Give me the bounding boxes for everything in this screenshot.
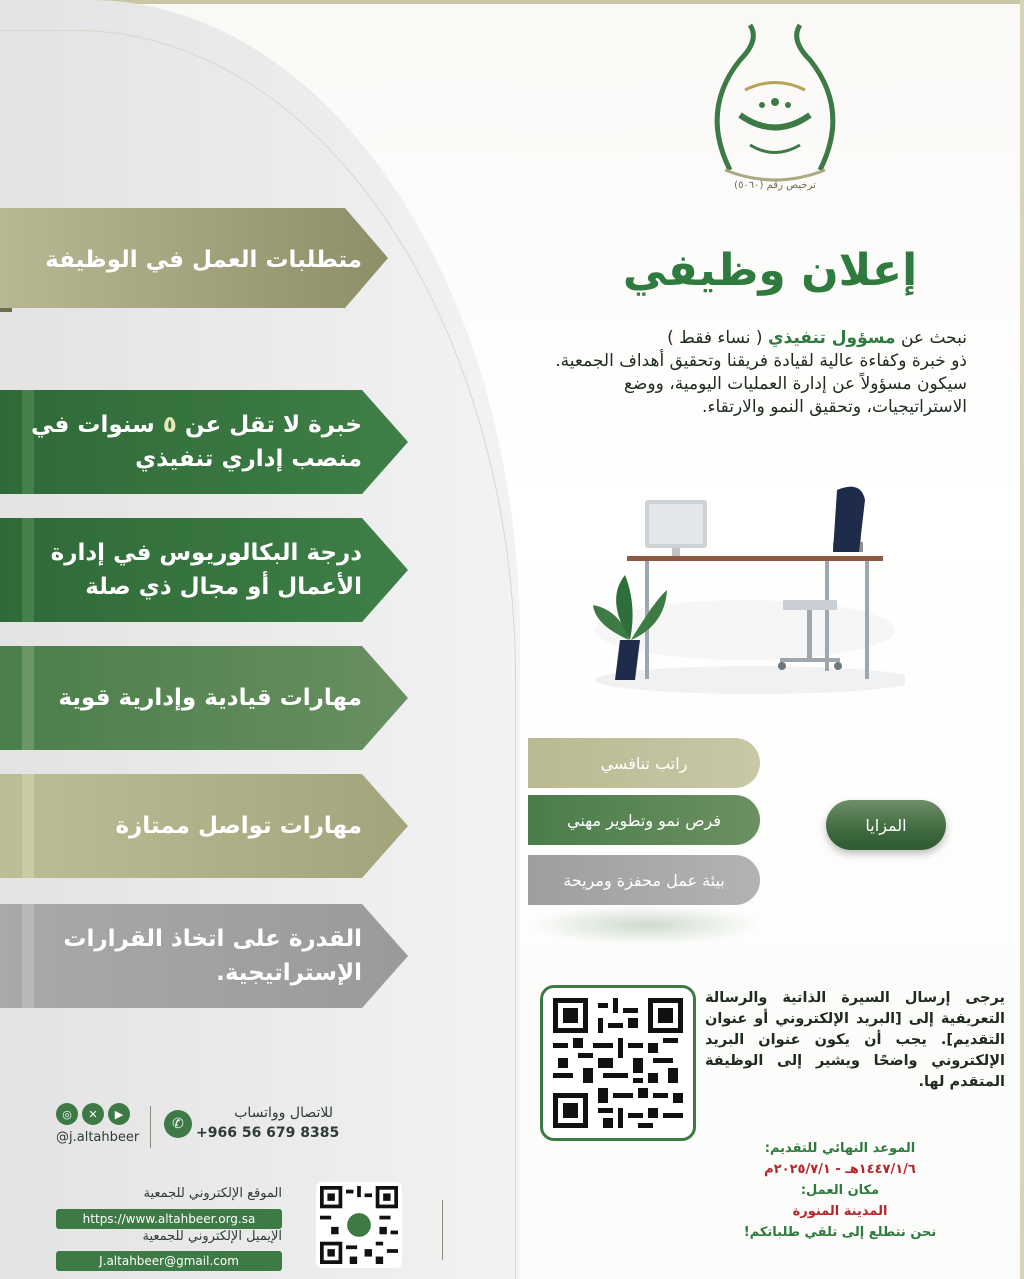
requirement-item [0,904,410,1008]
advantage-item: فرص نمو وتطوير مهني [528,795,760,845]
right-border [1020,0,1024,1279]
desk-icon [575,480,905,700]
req-1-number: ٥ [162,412,177,438]
job-intro [555,327,967,419]
apply-instructions: يرجى إرسال السيرة الذاتية والرسالة التعريفية إلى [البريد الإلكتروني أو عنوان التقديم]. يجب أن يكون عنوان البريد الإلكتروني واضحًا ويشير إلى الوظيفة المتقدم لها. [705,990,1005,1090]
req-1-text-a: خبرة لا تقل عن [184,412,362,438]
requirements-title-ribbon [0,208,410,312]
license-number: ترخيص رقم (٥٠٦٠) [734,180,816,191]
requirement-item [0,518,410,622]
requirement-text: درجة البكالوريوس في إدارة الأعمال أو مجال ذي صلة [50,540,362,600]
social-links [56,1103,130,1125]
job-role: مسؤول تنفيذي [767,328,896,348]
phone-number[interactable]: +966 56 679 8385 [196,1125,340,1141]
call-label: للاتصال وواتساب [234,1105,333,1121]
social-handle: @j.altahbeer [56,1130,140,1145]
req-1-text-b: سنوات في منصب إداري تنفيذي [31,412,362,472]
requirements-title: متطلبات العمل في الوظيفة [45,247,362,273]
requirement-text [30,390,362,494]
apply-qr-code[interactable] [540,985,696,1141]
job-note: ( نساء فقط ) [667,328,763,348]
website-link[interactable]: https://www.altahbeer.org.sa [56,1209,282,1229]
email-link[interactable]: J.altahbeer@gmail.com [56,1251,282,1271]
office-desk-illustration [575,480,905,700]
x-icon[interactable]: ✕ [82,1103,104,1125]
divider [442,1200,443,1260]
location-label: مكان العمل: [800,1183,880,1198]
phone-icon[interactable]: ✆ [164,1110,192,1138]
divider [150,1106,151,1148]
deadline-label: الموعد النهائي للتقديم: [764,1141,916,1156]
top-border [0,0,1024,4]
deadline-value: ١٤٤٧/١/٦هـ - ٢٠٢٥/٧/١م [764,1162,916,1177]
closing-note: نحن نتطلع إلى تلقي طلباتكم! [743,1225,937,1240]
website-label: الموقع الإلكتروني للجمعية [143,1186,282,1201]
requirement-text: مهارات قيادية وإدارية قوية [58,685,362,711]
logo-emblem-icon [690,20,860,190]
intro-line-3: سيكون مسؤولاً عن إدارة العمليات اليومية، ووضع الاستراتيجيات، وتحقيق النمو والارتقاء. [623,374,967,417]
requirement-item [0,390,410,494]
website-qr-code[interactable] [316,1182,402,1268]
page-title: إعلان وظيفي [622,245,918,296]
requirement-item [0,774,410,878]
instagram-icon[interactable]: ◎ [56,1103,78,1125]
advantage-shadow [530,905,760,945]
location-value: المدينة المنورة [792,1204,888,1219]
advantage-item: بيئة عمل محفزة ومريحة [528,855,760,905]
requirement-text: مهارات تواصل ممتازة [115,813,362,839]
requirement-text: القدرة على اتخاذ القرارات الإستراتيجية. [63,926,362,986]
association-logo [690,20,860,200]
intro-line-2: ذو خبرة وكفاءة عالية لقيادة فريقنا وتحقيق أهداف الجمعية. [555,351,967,371]
qr-code-icon [553,998,683,1128]
qr-code-icon [320,1186,398,1264]
intro-lead: نبحث عن [900,328,967,348]
advantage-item: راتب تنافسي [528,738,760,788]
job-details [715,1138,965,1243]
email-label: الإيميل الإلكتروني للجمعية [142,1229,282,1244]
advantages-label: المزايا [826,800,946,850]
requirement-item [0,646,410,750]
youtube-icon[interactable]: ▶ [108,1103,130,1125]
